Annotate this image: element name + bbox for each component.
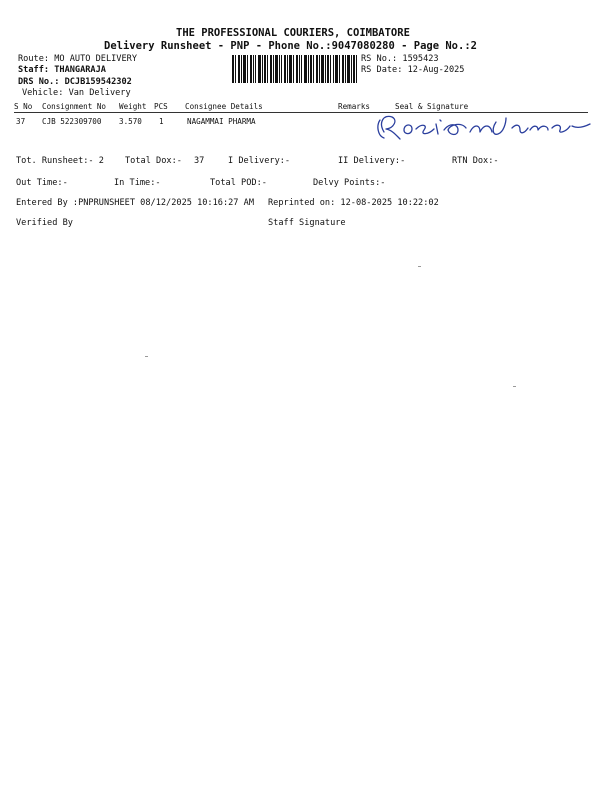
ii-delivery-label: II Delivery:- (338, 156, 406, 166)
drs-number: DRS No.: DCJB159542302 (18, 77, 132, 87)
row-weight: 3.570 (119, 117, 142, 126)
out-time-label: Out Time:- (16, 178, 68, 188)
handwritten-signature-icon (370, 108, 598, 144)
vehicle-label: Vehicle: Van Delivery (22, 88, 131, 98)
rs-date: RS Date: 12-Aug-2025 (361, 65, 465, 75)
col-header-remarks: Remarks (338, 102, 371, 111)
total-pod-label: Total POD:- (210, 178, 267, 188)
row-consignee: NAGAMMAI PHARMA (187, 117, 256, 126)
route-label: Route: MO AUTO DELIVERY (18, 54, 137, 64)
runsheet-title: Delivery Runsheet - PNP - Phone No.:9047080280 - Page No.:2 (104, 40, 477, 52)
verified-by-label: Verified By (16, 218, 73, 228)
barcode-icon (232, 55, 357, 83)
col-header-sno: S No (14, 102, 33, 111)
col-header-consignment: Consignment No (42, 102, 107, 111)
delvy-points-label: Delvy Points:- (313, 178, 386, 188)
company-title: THE PROFESSIONAL COURIERS, COIMBATORE (176, 27, 410, 39)
total-dox-label: Total Dox:- (125, 156, 182, 166)
total-runsheet: Tot. Runsheet:- 2 (16, 156, 104, 166)
total-dox-value: 37 (194, 156, 205, 166)
staff-label: Staff: THANGARAJA (18, 65, 106, 75)
row-consignment: CJB 522309700 (42, 117, 102, 126)
row-sno: 37 (16, 117, 26, 126)
col-header-seal: Seal & Signature (395, 102, 469, 111)
rs-number: RS No.: 1595423 (361, 54, 439, 64)
reprinted-on: Reprinted on: 12-08-2025 10:22:02 (268, 198, 439, 208)
rtn-dox-label: RTN Dox:- (452, 156, 499, 166)
scan-speck (418, 266, 421, 267)
i-delivery-label: I Delivery:- (228, 156, 291, 166)
in-time-label: In Time:- (114, 178, 161, 188)
row-pcs: 1 (159, 117, 164, 126)
col-header-consignee: Consignee Details (185, 102, 263, 111)
col-header-pcs: PCS (154, 102, 168, 111)
staff-signature-label: Staff Signature (268, 218, 346, 228)
scan-speck (513, 386, 516, 387)
entered-by: Entered By :PNPRUNSHEET 08/12/2025 10:16:27 AM (16, 198, 254, 208)
col-header-weight: Weight (119, 102, 147, 111)
scan-speck (145, 356, 148, 357)
